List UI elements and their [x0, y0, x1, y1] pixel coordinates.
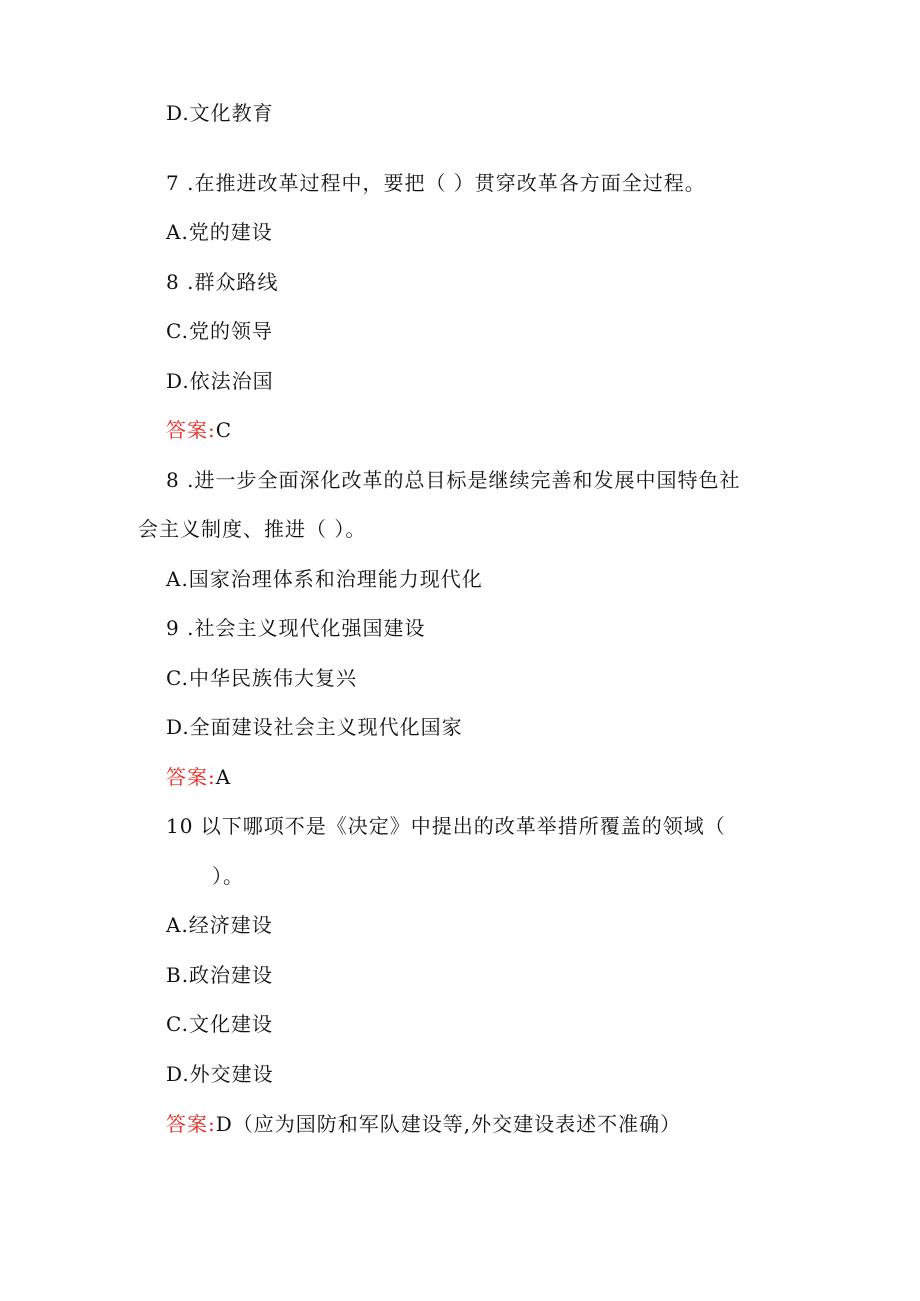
option-c-q10: C.文化建设: [166, 1012, 273, 1036]
answer-value: D（应为国防和军队建设等,外交建设表述不准确）: [215, 1112, 682, 1136]
option-d-q8: D.全面建设社会主义现代化国家: [166, 715, 463, 739]
answer-label: 答案:: [166, 1112, 216, 1136]
question-7: 7 .在推进改革过程中，要把（ ）贯穿改革各方面全过程。: [166, 171, 706, 195]
option-d-q6: D.文化教育: [166, 101, 274, 125]
option-c-q7: C.党的领导: [166, 319, 273, 343]
answer-value: A: [215, 765, 232, 789]
question-10-line-2: ）。: [212, 864, 244, 888]
question-8-line-1: 8 .进一步全面深化改革的总目标是继续完善和发展中国特色社: [166, 468, 741, 492]
answer-label: 答案:: [166, 765, 216, 789]
question-8-line-2: 会主义制度、推进（ ）。: [138, 517, 367, 541]
answer-q7: [166, 416, 232, 444]
option-c-q8: C.中华民族伟大复兴: [166, 666, 357, 690]
option-d-q7: D.依法治国: [166, 369, 274, 393]
option-b-q8: 9 .社会主义现代化强国建设: [166, 616, 426, 640]
option-a-q7: A.党的建设: [166, 220, 273, 244]
option-b-q7: 8 .群众路线: [166, 270, 279, 294]
question-10-line-1: 10 以下哪项不是《决定》中提出的改革举措所覆盖的领域（: [166, 814, 726, 838]
option-a-q10: A.经济建设: [166, 913, 273, 937]
option-a-q8: A.国家治理体系和治理能力现代化: [166, 567, 483, 591]
option-b-q10: B.政治建设: [166, 963, 274, 987]
answer-value: C: [215, 418, 233, 442]
answer-q10: [166, 1110, 681, 1138]
answer-q8: [166, 763, 231, 791]
option-d-q10: D.外交建设: [166, 1062, 274, 1086]
answer-label: 答案:: [166, 418, 216, 442]
